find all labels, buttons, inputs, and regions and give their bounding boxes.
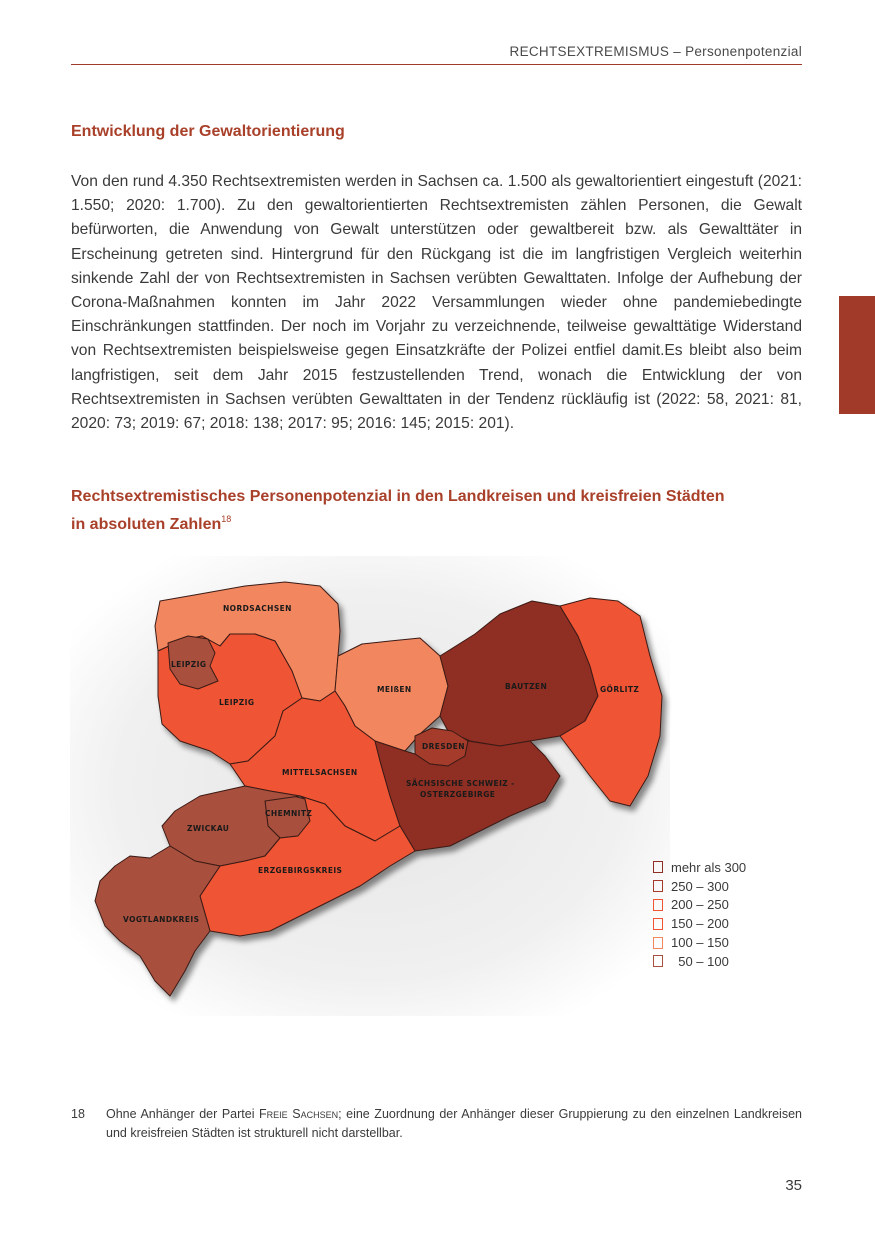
label-meissen: MEIßEN [377,685,412,694]
map-title-line1: Rechtsextremistisches Personenpotenzial in den Landkreisen und kreisfreien Städten [71,488,725,505]
label-vogtlandkreis: VOGTLANDKREIS [123,915,200,924]
legend-swatch [653,861,663,873]
label-chemnitz: CHEMNITZ [265,809,313,818]
label-goerlitz: GÖRLITZ [600,685,640,694]
legend-item [653,914,746,933]
section-title: Entwicklung der Gewaltorientierung [71,123,345,140]
chapter-tab-marker [839,296,875,414]
label-ssoe-line2: OSTERZGEBIRGE [420,790,496,799]
legend-item [653,952,746,971]
legend-label: 50 – 100 [671,953,729,969]
body-paragraph: Von den rund 4.350 Rechtsextremisten werden in Sachsen ca. 1.500 als gewaltorientiert eingestuft (2021: 1.550; 2020: 1.700). Zu den gewaltorientierten Rechtsextremisten zählen Personen, die Gewalt befürworten, die Anwendung von Gewalt unterstützen oder gewaltbereit bzw. als Gewalttäter in Erscheinung getreten sind. Hintergrund für den Rückgang ist die im langfristigen Vergleich weiterhin sinkende Zahl der von Rechtsextremisten in Sachsen verübten Gewalttaten. Infolge der Aufhebung der Corona-Maßnahmen konnten im Jahr 2022 Versammlungen wieder ohne pandemiebedingte Einschränkungen stattfinden. Der noch im Vorjahr zu verzeichnende, teilweise gewalttätige Widerstand von Rechtsextremisten beispielsweise gegen Einsatzkräfte der Polizei entfiel damit.Es bleibt also beim langfristigen, seit dem Jahr 2015 festzustellenden Trend, wonach die Entwicklung der von Rechtsextremisten in Sachsen verübten Gewalttaten in der Tendenz rückläufig ist (2022: 58, 2021: 81, 2020: 73; 2019: 67; 2018: 138; 2017: 95; 2016: 145; 2015: 201). [71,173,802,433]
label-leipzig-city: LEIPZIG [171,660,207,669]
legend-item [653,933,746,952]
label-nordsachsen: NORDSACHSEN [223,604,292,613]
legend-item [653,858,746,877]
running-head [71,44,802,59]
legend-item [653,877,746,896]
footnote-text-after: ; eine Zuordnung der Anhänger dieser Gruppierung zu den einzelnen Landkreisen und kreisfreien Städten ist strukturell nicht darstellbar. [106,1107,802,1140]
legend-swatch [653,899,663,911]
footnote [71,1105,802,1142]
running-head-main: RECHTSEXTREMISMUS [509,44,670,59]
label-dresden: DRESDEN [422,742,465,751]
page-number: 35 [785,1177,802,1194]
legend-swatch [653,880,663,892]
legend-label: mehr als 300 [671,859,747,875]
footnote-reference: 18 [221,514,232,524]
label-leipzig: LEIPZIG [219,698,255,707]
footnote-text-before: Ohne Anhänger der Partei [106,1107,260,1121]
label-zwickau: ZWICKAU [187,824,230,833]
legend-item [653,896,746,915]
map-title-line2: in absoluten Zahlen [71,516,222,533]
footnote-number: 18 [71,1107,85,1121]
legend-swatch [653,918,663,930]
legend-swatch [653,937,663,949]
legend-swatch [653,955,663,967]
footnote-text [106,1105,802,1142]
map-legend [653,858,746,971]
footnote-party-name: Freie Sachsen [259,1107,339,1121]
label-mittelsachsen: MITTELSACHSEN [282,768,358,777]
map-title [71,486,771,536]
legend-label: 250 – 300 [671,878,729,894]
legend-label: 100 – 150 [671,935,729,951]
running-head-separator: – [669,44,686,59]
label-ssoe-line1: SÄCHSISCHE SCHWEIZ - [406,779,515,788]
legend-label: 200 – 250 [671,897,729,913]
header-rule [71,64,802,65]
legend-label: 150 – 200 [671,916,729,932]
label-bautzen: BAUTZEN [505,682,548,691]
label-erzgebirgskreis: ERZGEBIRGSKREIS [258,866,343,875]
running-head-sub: Personenpotenzial [685,44,802,59]
